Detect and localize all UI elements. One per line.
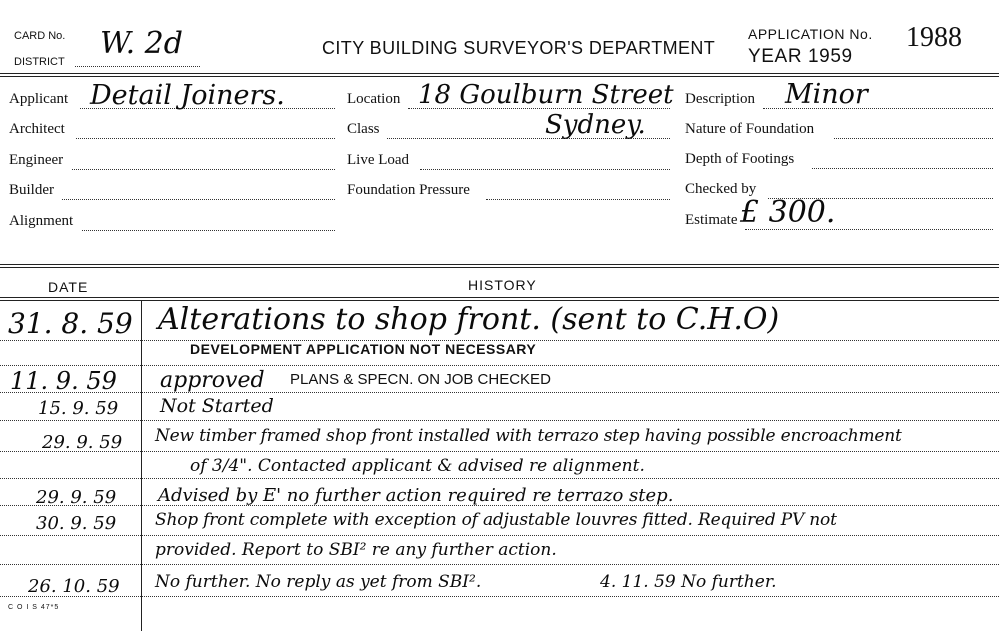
checked-by-label: Checked by [685, 181, 757, 197]
history-entry: Alterations to shop front. (sent to C.H.O) [158, 302, 780, 337]
history-entry: New timber framed shop front installed with terrazo step having possible encroachment [155, 426, 902, 446]
history-entry-extra: 4. 11. 59 No further. [600, 572, 777, 592]
engineer-label: Engineer [9, 152, 64, 168]
location-label: Location [347, 91, 401, 107]
history-rule [0, 564, 999, 565]
applicant-value: Detail Joiners. [90, 80, 285, 111]
history-date: 29. 9. 59 [36, 487, 117, 508]
history-rule [0, 535, 999, 536]
history-rule [0, 365, 999, 366]
history-rule [0, 420, 999, 421]
form-code: C O I S 47*5 [8, 604, 60, 611]
card-no-label: CARD No. [14, 30, 66, 42]
history-rule [0, 451, 999, 452]
live-load-line [420, 169, 670, 170]
applicant-label: Applicant [9, 91, 69, 107]
application-no-label: APPLICATION No. [748, 26, 873, 42]
history-entry-continued: of 3/4". Contacted applicant & advised re alignment. [190, 456, 645, 476]
history-rule [0, 392, 999, 393]
engineer-line [72, 169, 335, 170]
fields-rule-bottom [0, 267, 999, 268]
history-header-rule-2 [0, 300, 999, 301]
district-dotted-line [75, 66, 200, 67]
date-header: DATE [48, 279, 89, 295]
history-entry: approved [160, 368, 265, 393]
builder-label: Builder [9, 182, 54, 198]
alignment-line [82, 230, 335, 231]
foundation-pressure-line [486, 199, 670, 200]
history-rule [0, 596, 999, 597]
history-date: 15. 9. 59 [38, 398, 119, 419]
builder-line [62, 199, 335, 200]
district-value: W. 2d [100, 26, 183, 61]
development-stamp: DEVELOPMENT APPLICATION NOT NECESSARY [190, 341, 537, 357]
history-rule [0, 478, 999, 479]
history-header-rule-1 [0, 297, 999, 298]
description-value: Minor [785, 79, 868, 110]
history-header: HISTORY [468, 277, 537, 293]
architect-line [76, 138, 335, 139]
history-date: 31. 8. 59 [8, 307, 133, 340]
history-date: 30. 9. 59 [36, 513, 117, 534]
history-date: 26. 10. 59 [28, 576, 120, 597]
department-title: CITY BUILDING SURVEYOR'S DEPARTMENT [322, 38, 716, 58]
plans-checked-stamp: PLANS & SPECN. ON JOB CHECKED [290, 371, 551, 388]
estimate-value: £ 300. [740, 195, 836, 230]
history-date: 11. 9. 59 [10, 367, 117, 395]
header-rule-bottom [0, 76, 999, 77]
history-entry: Not Started [160, 395, 274, 417]
history-entry: No further. No reply as yet from SBI². [155, 572, 482, 592]
nature-of-foundation-label: Nature of Foundation [685, 121, 815, 137]
header-rule-top [0, 73, 999, 74]
foundation-pressure-label: Foundation Pressure [347, 182, 470, 198]
live-load-label: Live Load [347, 152, 410, 168]
class-line [387, 138, 670, 139]
history-date: 29. 9. 59 [42, 432, 123, 453]
application-number: 1988 [906, 22, 962, 53]
location-value-1: 18 Goulburn Street [418, 80, 674, 110]
history-entry: Advised by E' no further action required re terrazo step. [158, 485, 674, 506]
alignment-label: Alignment [9, 213, 74, 229]
class-label: Class [347, 121, 380, 137]
year-label: YEAR 1959 [748, 46, 853, 67]
nature-of-foundation-line [834, 138, 993, 139]
history-entry-continued: provided. Report to SBI² re any further action. [155, 540, 557, 560]
architect-label: Architect [9, 121, 65, 137]
depth-of-footings-label: Depth of Footings [685, 151, 795, 167]
history-entry: Shop front complete with exception of adjustable louvres fitted. Required PV not [155, 510, 837, 530]
depth-of-footings-line [812, 168, 993, 169]
location-value-2: Sydney. [545, 110, 646, 140]
district-label: DISTRICT [14, 56, 65, 68]
fields-rule-top [0, 264, 999, 265]
estimate-label: Estimate [685, 212, 738, 228]
description-label: Description [685, 91, 755, 107]
date-column-divider [141, 301, 142, 631]
